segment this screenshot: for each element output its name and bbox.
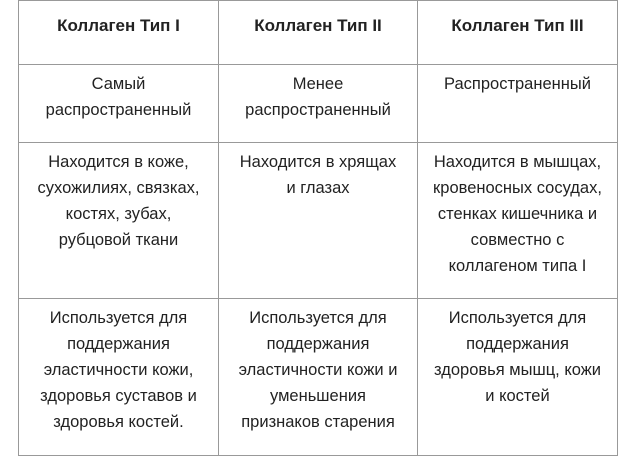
cell-line: распространенный	[45, 101, 192, 119]
header-collagen-type-3: Коллаген Тип III	[418, 1, 618, 65]
usage-type-2-cell	[219, 299, 418, 456]
cell-line: уменьшения	[270, 387, 366, 405]
cell-line: стенках кишечника и	[437, 205, 598, 223]
prevalence-type-3-cell	[418, 65, 618, 143]
cell-line: Находится в хрящах	[239, 153, 397, 171]
header-collagen-type-1: Коллаген Тип I	[19, 1, 219, 65]
cell-line: поддержания	[466, 335, 569, 353]
cell-line: здоровья мышц, кожи	[434, 361, 601, 379]
cell-line: Находится в мышцах,	[433, 153, 602, 171]
usage-row	[19, 299, 618, 456]
cell-line: Менее	[292, 75, 344, 93]
cell-line: эластичности кожи,	[43, 361, 194, 379]
cell-line: Находится в коже,	[48, 153, 189, 171]
cell-line: коллагеном типа I	[448, 257, 587, 275]
prevalence-row	[19, 65, 618, 143]
location-type-3-cell	[418, 143, 618, 299]
cell-line: сухожилиях, связках,	[37, 179, 200, 197]
prevalence-type-2-cell	[219, 65, 418, 143]
cell-line: Самый	[91, 75, 146, 93]
cell-line: здоровья костей.	[53, 413, 184, 431]
location-row	[19, 143, 618, 299]
prevalence-type-1-cell	[19, 65, 219, 143]
cell-line: поддержания	[67, 335, 170, 353]
cell-line: и глазах	[286, 179, 350, 197]
cell-line: поддержания	[266, 335, 370, 353]
usage-type-1-cell	[19, 299, 219, 456]
header-collagen-type-2: Коллаген Тип II	[219, 1, 418, 65]
cell-line: Распространенный	[444, 75, 591, 93]
location-type-1-cell	[19, 143, 219, 299]
collagen-comparison-table-container	[18, 0, 617, 455]
collagen-comparison-table	[18, 0, 618, 456]
cell-line: эластичности кожи и	[238, 361, 398, 379]
cell-line: рубцовой ткани	[58, 231, 179, 249]
location-type-2-cell	[219, 143, 418, 299]
usage-type-3-cell	[418, 299, 618, 456]
cell-line: совместно с	[470, 231, 565, 249]
cell-line: костях, зубах,	[65, 205, 172, 223]
cell-line: Используется для	[249, 309, 387, 327]
cell-line: здоровья суставов и	[40, 387, 197, 405]
cell-line: кровеносных сосудах,	[433, 179, 602, 197]
cell-line: и костей	[485, 387, 550, 405]
cell-line: признаков старения	[241, 413, 395, 431]
cell-line: Используется для	[448, 309, 587, 327]
header-row	[19, 1, 618, 65]
cell-line: Используется для	[49, 309, 188, 327]
cell-line: распространенный	[245, 101, 391, 119]
